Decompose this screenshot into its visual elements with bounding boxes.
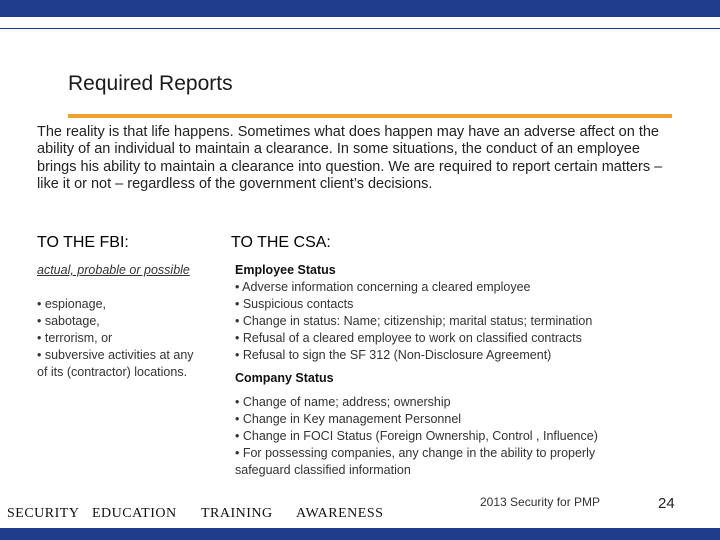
fbi-item: • subversive activities at any [37, 348, 194, 362]
csa-heading: TO THE CSA: [231, 234, 331, 251]
footer-word-education: EDUCATION [92, 506, 177, 521]
footer-word-security: SECURITY [7, 506, 80, 521]
bottom-banner [0, 528, 720, 540]
employee-item: • Suspicious contacts [235, 297, 354, 311]
slide-title: Required Reports [68, 72, 233, 95]
company-item: • Change in FOCI Status (Foreign Ownership, Control , Influence) [235, 429, 598, 443]
company-item: • For possessing companies, any change in the ability to properly [235, 446, 596, 460]
page-number: 24 [658, 495, 675, 512]
title-underline [68, 114, 672, 118]
employee-item: • Refusal to sign the SF 312 (Non-Disclosure Agreement) [235, 348, 552, 362]
company-item: • Change in Key management Personnel [235, 412, 462, 426]
top-banner [0, 0, 720, 17]
employee-item: • Change in status: Name; citizenship; marital status; termination [235, 314, 593, 328]
employee-item: • Refusal of a cleared employee to work on classified contracts [235, 331, 582, 345]
company-status-heading: Company Status [235, 371, 334, 385]
footer-word-training: TRAINING [201, 506, 273, 521]
fbi-item: • terrorism, or [37, 331, 113, 345]
employee-status-section [235, 262, 592, 364]
intro-paragraph: The reality is that life happens. Sometimes what does happen may have an adverse affect on the ability of an individual to maintain a clearance. In some situations, the conduct of an employee brings his ability to maintain a clearance into question. We are required to report certain matters – like it or not – regardless of the government client’s decisions. [37, 124, 663, 192]
fbi-item: • espionage, [37, 297, 107, 311]
fbi-subheading: actual, probable or possible [37, 263, 190, 277]
employee-status-heading: Employee Status [235, 263, 336, 277]
fbi-heading: TO THE FBI: [37, 234, 129, 251]
fbi-item: of its (contractor) locations. [37, 365, 188, 379]
header-divider [0, 28, 720, 29]
employee-item: • Adverse information concerning a cleared employee [235, 280, 531, 294]
footer-word-awareness: AWARENESS [296, 506, 384, 521]
fbi-item: • sabotage, [37, 314, 100, 328]
company-item: safeguard classified information [235, 463, 411, 477]
company-status-section [235, 394, 598, 479]
company-item: • Change of name; address; ownership [235, 395, 451, 409]
footer-note: 2013 Security for PMP [480, 495, 601, 509]
fbi-list [37, 296, 227, 381]
